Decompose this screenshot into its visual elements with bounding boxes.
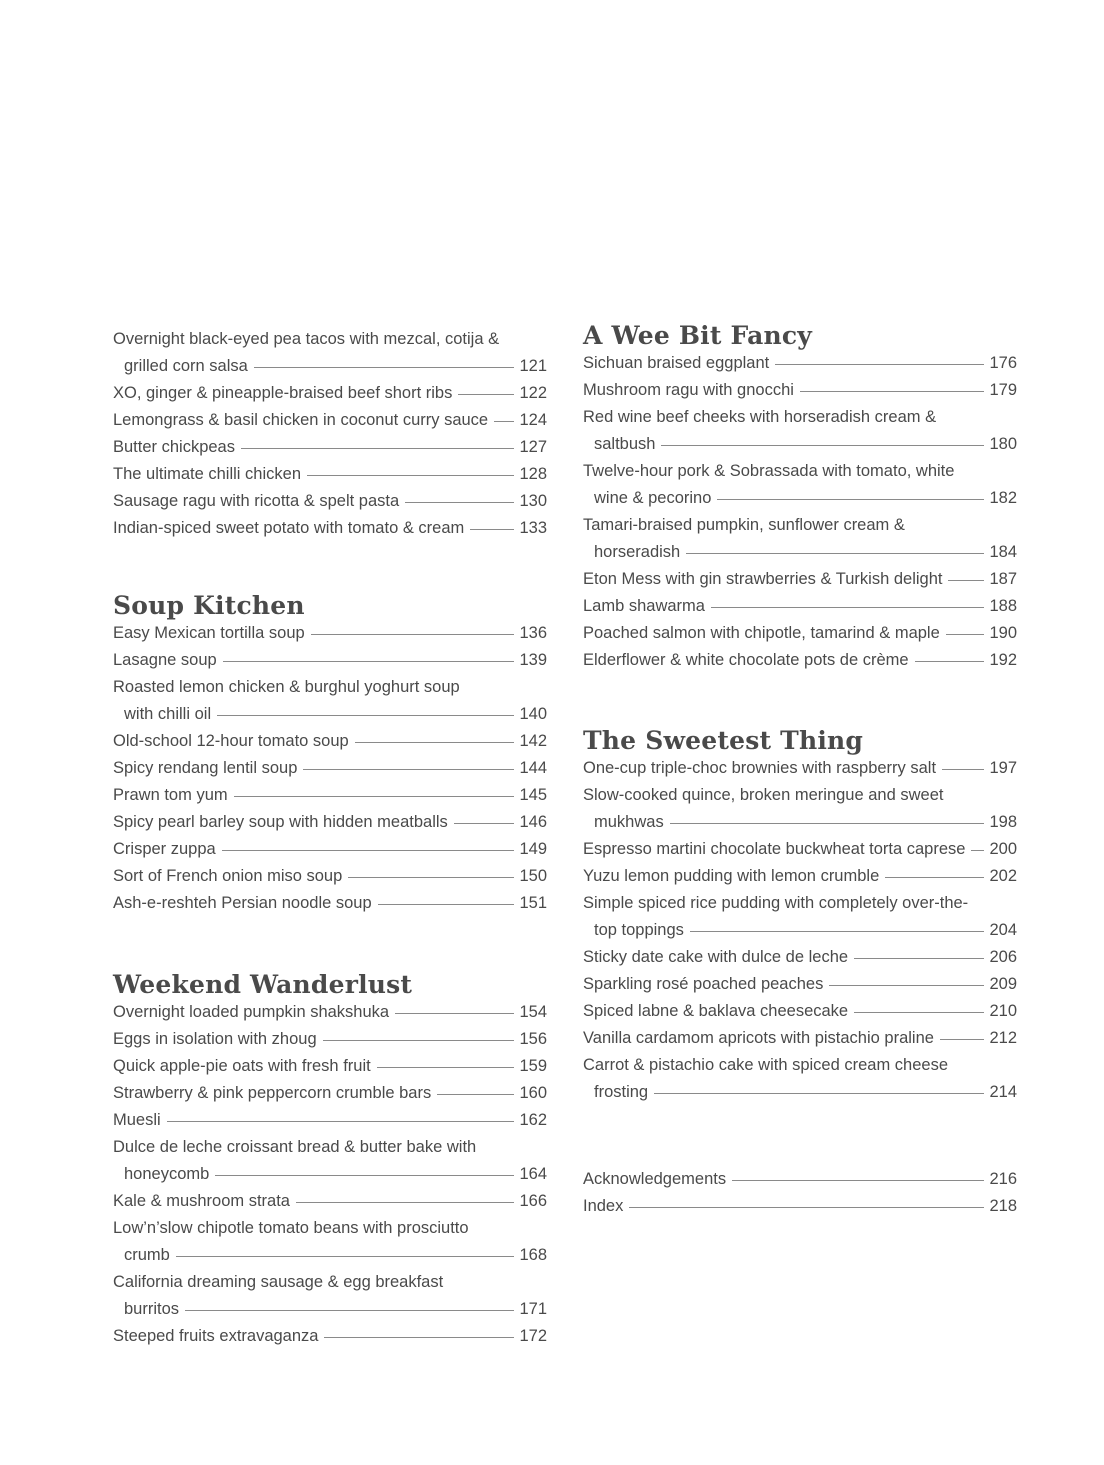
entry-title: Sichuan braised eggplant xyxy=(583,354,770,372)
toc-entry[interactable] xyxy=(113,1080,547,1107)
entry-title: Indian-spiced sweet potato with tomato & cream xyxy=(113,519,465,537)
toc-entry[interactable] xyxy=(583,998,1017,1025)
entry-title: Overnight black-eyed pea tacos with mezcal, cotija & xyxy=(113,330,500,348)
leader-line xyxy=(303,769,514,770)
entry-title: Prawn tom yum xyxy=(113,786,228,804)
page-number: 216 xyxy=(989,1170,1017,1188)
entry-title: Eggs in isolation with zhoug xyxy=(113,1030,317,1048)
toc-entry[interactable] xyxy=(113,647,547,674)
entry-title: Lamb shawarma xyxy=(583,597,705,615)
page-number: 164 xyxy=(519,1165,547,1183)
toc-entry[interactable] xyxy=(113,999,547,1026)
page-number: 150 xyxy=(519,867,547,885)
page-number: 144 xyxy=(519,759,547,777)
entry-title: Tamari-braised pumpkin, sunflower cream & xyxy=(583,516,905,534)
toc-entry[interactable] xyxy=(113,1188,547,1215)
toc-entry[interactable] xyxy=(583,1025,1017,1052)
page-number: 192 xyxy=(989,651,1017,669)
toc-entry[interactable] xyxy=(583,1166,1017,1193)
toc-entry[interactable] xyxy=(583,782,1017,836)
entry-title: Spicy rendang lentil soup xyxy=(113,759,298,777)
leader-line xyxy=(222,850,515,851)
entry-title: Vanilla cardamom apricots with pistachio praline xyxy=(583,1029,934,1047)
entry-title: One-cup triple-choc brownies with raspberry salt xyxy=(583,759,937,777)
entry-title: Quick apple-pie oats with fresh fruit xyxy=(113,1057,371,1075)
page-number: 180 xyxy=(989,435,1017,453)
page-number: 160 xyxy=(519,1084,547,1102)
toc-entry[interactable] xyxy=(583,755,1017,782)
leader-line xyxy=(885,877,984,878)
page-number: 127 xyxy=(519,438,547,456)
entry-title: Poached salmon with chipotle, tamarind & maple xyxy=(583,624,940,642)
page-number: 130 xyxy=(519,492,547,510)
leader-line xyxy=(942,769,984,770)
page-number: 172 xyxy=(519,1327,547,1345)
page-number: 145 xyxy=(519,786,547,804)
leader-line xyxy=(854,958,984,959)
leader-line xyxy=(829,985,984,986)
toc-entry[interactable] xyxy=(583,944,1017,971)
leader-line xyxy=(915,661,985,662)
entry-title: Roasted lemon chicken & burghul yoghurt soup xyxy=(113,678,460,696)
entry-title: saltbush xyxy=(594,435,656,453)
toc-entry[interactable] xyxy=(113,809,547,836)
entry-title: Sausage ragu with ricotta & spelt pasta xyxy=(113,492,400,510)
leader-line xyxy=(377,1067,515,1068)
toc-entry[interactable] xyxy=(113,782,547,809)
toc-entry[interactable] xyxy=(113,515,547,542)
leader-line xyxy=(254,367,515,368)
entry-title: Simple spiced rice pudding with completely over-the- xyxy=(583,894,969,912)
section-heading: Soup Kitchen xyxy=(113,591,305,620)
page-number: 200 xyxy=(989,840,1017,858)
entry-title: The ultimate chilli chicken xyxy=(113,465,301,483)
toc-entry[interactable] xyxy=(583,404,1017,458)
toc-entry[interactable] xyxy=(583,647,1017,674)
entry-title: frosting xyxy=(594,1083,649,1101)
entry-title: mukhwas xyxy=(594,813,664,831)
toc-entry[interactable] xyxy=(113,1215,547,1269)
leader-line xyxy=(458,394,514,395)
leader-line xyxy=(629,1207,984,1208)
entry-title: horseradish xyxy=(594,543,681,561)
leader-line xyxy=(355,742,515,743)
toc-entry[interactable] xyxy=(583,1193,1017,1220)
back-matter-section xyxy=(583,1166,1017,1220)
page-number: 159 xyxy=(519,1057,547,1075)
leader-line xyxy=(324,1337,514,1338)
leader-line xyxy=(215,1175,514,1176)
leader-line xyxy=(800,391,985,392)
toc-entry[interactable] xyxy=(113,674,547,728)
leader-line xyxy=(395,1013,514,1014)
section-heading: Weekend Wanderlust xyxy=(113,970,413,999)
entry-title: Easy Mexican tortilla soup xyxy=(113,624,305,642)
toc-entry[interactable] xyxy=(583,836,1017,863)
leader-line xyxy=(732,1180,984,1181)
leader-line xyxy=(661,445,984,446)
page-number: 212 xyxy=(989,1029,1017,1047)
page-number: 142 xyxy=(519,732,547,750)
leader-line xyxy=(405,502,514,503)
leader-line xyxy=(348,877,514,878)
entry-title: Lasagne soup xyxy=(113,651,217,669)
toc-entry[interactable] xyxy=(583,1052,1017,1106)
entry-title: California dreaming sausage & egg breakfast xyxy=(113,1273,444,1291)
toc-entry[interactable] xyxy=(113,836,547,863)
entry-title: Lemongrass & basil chicken in coconut curry sauce xyxy=(113,411,489,429)
page-number: 188 xyxy=(989,597,1017,615)
toc-entry[interactable] xyxy=(583,593,1017,620)
entry-title: Sparkling rosé poached peaches xyxy=(583,975,824,993)
leader-line xyxy=(717,499,984,500)
leader-line xyxy=(775,364,984,365)
toc-entry[interactable] xyxy=(113,1134,547,1188)
toc-entry[interactable] xyxy=(113,326,547,380)
entry-title: Strawberry & pink peppercorn crumble bars xyxy=(113,1084,432,1102)
weekend-wanderlust-section xyxy=(113,969,547,1350)
page-number: 136 xyxy=(519,624,547,642)
entry-title: Twelve-hour pork & Sobrassada with tomato, white xyxy=(583,462,955,480)
leader-line xyxy=(323,1040,515,1041)
leader-line xyxy=(470,529,514,530)
entry-title: with chilli oil xyxy=(124,705,212,723)
entry-title: Ash-e-reshteh Persian noodle soup xyxy=(113,894,372,912)
entry-title: burritos xyxy=(124,1300,180,1318)
toc-entry[interactable] xyxy=(583,350,1017,377)
toc-entry[interactable] xyxy=(583,458,1017,512)
page-number: 214 xyxy=(989,1083,1017,1101)
leader-line xyxy=(711,607,984,608)
page-number: 168 xyxy=(519,1246,547,1264)
entry-title: Spiced labne & baklava cheesecake xyxy=(583,1002,849,1020)
leader-line xyxy=(940,1039,985,1040)
leader-line xyxy=(948,580,984,581)
page-number: 124 xyxy=(519,411,547,429)
leader-line xyxy=(690,931,985,932)
entry-title: Index xyxy=(583,1197,624,1215)
entry-title: XO, ginger & pineapple-braised beef short ribs xyxy=(113,384,453,402)
entry-title: Acknowledgements xyxy=(583,1170,727,1188)
page-number: 182 xyxy=(989,489,1017,507)
toc-entry[interactable] xyxy=(113,890,547,917)
toc-entry[interactable] xyxy=(113,407,547,434)
toc-entry[interactable] xyxy=(583,377,1017,404)
toc-entry[interactable] xyxy=(583,863,1017,890)
entry-title: Sort of French onion miso soup xyxy=(113,867,343,885)
leader-line xyxy=(437,1094,514,1095)
leader-line xyxy=(454,823,515,824)
page-number: 204 xyxy=(989,921,1017,939)
entry-title: Yuzu lemon pudding with lemon crumble xyxy=(583,867,880,885)
page-number: 122 xyxy=(519,384,547,402)
section-heading: A Wee Bit Fancy xyxy=(583,321,813,350)
toc-entry[interactable] xyxy=(113,728,547,755)
page-number: 206 xyxy=(989,948,1017,966)
toc-entry[interactable] xyxy=(113,434,547,461)
leader-line xyxy=(378,904,515,905)
page-number: 202 xyxy=(989,867,1017,885)
entry-title: wine & pecorino xyxy=(594,489,712,507)
page-number: 133 xyxy=(519,519,547,537)
toc-entry[interactable] xyxy=(583,890,1017,944)
entry-title: Carrot & pistachio cake with spiced cream cheese xyxy=(583,1056,948,1074)
leader-line xyxy=(176,1256,515,1257)
entry-title: Overnight loaded pumpkin shakshuka xyxy=(113,1003,390,1021)
page-number: 156 xyxy=(519,1030,547,1048)
page-number: 146 xyxy=(519,813,547,831)
entry-title: Elderflower & white chocolate pots de crème xyxy=(583,651,909,669)
page-number: 121 xyxy=(519,357,547,375)
page-number: 162 xyxy=(519,1111,547,1129)
leader-line xyxy=(654,1093,984,1094)
leader-line xyxy=(854,1012,984,1013)
entry-title: Low’n’slow chipotle tomato beans with prosciutto xyxy=(113,1219,469,1237)
toc-entry[interactable] xyxy=(113,1053,547,1080)
entry-title: Mushroom ragu with gnocchi xyxy=(583,381,794,399)
toc-entry[interactable] xyxy=(583,566,1017,593)
page-number: 184 xyxy=(989,543,1017,561)
leader-line xyxy=(686,553,984,554)
page-number: 166 xyxy=(519,1192,547,1210)
page-number: 154 xyxy=(519,1003,547,1021)
entry-title: honeycomb xyxy=(124,1165,210,1183)
toc-entry[interactable] xyxy=(113,1323,547,1350)
toc-entry[interactable] xyxy=(113,461,547,488)
entry-title: crumb xyxy=(124,1246,170,1264)
leader-line xyxy=(946,634,985,635)
section-heading: The Sweetest Thing xyxy=(583,726,864,755)
toc-entry[interactable] xyxy=(113,620,547,647)
entry-title: grilled corn salsa xyxy=(124,357,248,375)
intro-section xyxy=(113,326,547,542)
leader-line xyxy=(185,1310,514,1311)
page-number: 128 xyxy=(519,465,547,483)
toc-entry[interactable] xyxy=(113,755,547,782)
leader-line xyxy=(167,1121,515,1122)
sweetest-thing-section xyxy=(583,725,1017,1106)
entry-title: top toppings xyxy=(594,921,684,939)
entry-title: Old-school 12-hour tomato soup xyxy=(113,732,349,750)
entry-title: Slow-cooked quince, broken meringue and sweet xyxy=(583,786,944,804)
entry-title: Butter chickpeas xyxy=(113,438,235,456)
toc-entry[interactable] xyxy=(583,512,1017,566)
page-number: 218 xyxy=(989,1197,1017,1215)
wee-bit-fancy-section xyxy=(583,320,1017,674)
toc-entry[interactable] xyxy=(113,863,547,890)
page-number: 171 xyxy=(519,1300,547,1318)
leader-line xyxy=(670,823,985,824)
entry-title: Muesli xyxy=(113,1111,161,1129)
page-number: 198 xyxy=(989,813,1017,831)
page-number: 140 xyxy=(519,705,547,723)
page-number: 151 xyxy=(519,894,547,912)
leader-line xyxy=(234,796,515,797)
soup-kitchen-section xyxy=(113,590,547,917)
toc-entry[interactable] xyxy=(113,380,547,407)
leader-line xyxy=(241,448,514,449)
page-number: 197 xyxy=(989,759,1017,777)
page-number: 176 xyxy=(989,354,1017,372)
page-number: 139 xyxy=(519,651,547,669)
toc-entry[interactable] xyxy=(113,1026,547,1053)
leader-line xyxy=(307,475,514,476)
leader-line xyxy=(296,1202,514,1203)
entry-title: Steeped fruits extravaganza xyxy=(113,1327,319,1345)
page-number: 187 xyxy=(989,570,1017,588)
entry-title: Eton Mess with gin strawberries & Turkish delight xyxy=(583,570,943,588)
page-number: 179 xyxy=(989,381,1017,399)
leader-line xyxy=(971,850,984,851)
entry-title: Crisper zuppa xyxy=(113,840,216,858)
toc-entry[interactable] xyxy=(113,1269,547,1323)
page-number: 209 xyxy=(989,975,1017,993)
entry-title: Red wine beef cheeks with horseradish cream & xyxy=(583,408,937,426)
toc-entry[interactable] xyxy=(583,620,1017,647)
toc-entry[interactable] xyxy=(113,488,547,515)
toc-entry[interactable] xyxy=(113,1107,547,1134)
entry-title: Sticky date cake with dulce de leche xyxy=(583,948,849,966)
leader-line xyxy=(311,634,515,635)
leader-line xyxy=(217,715,514,716)
entry-title: Dulce de leche croissant bread & butter bake with xyxy=(113,1138,477,1156)
entry-title: Spicy pearl barley soup with hidden meatballs xyxy=(113,813,448,831)
page-number: 190 xyxy=(989,624,1017,642)
entry-title: Espresso martini chocolate buckwheat torta caprese xyxy=(583,840,966,858)
page-number: 210 xyxy=(989,1002,1017,1020)
entry-title: Kale & mushroom strata xyxy=(113,1192,290,1210)
leader-line xyxy=(223,661,515,662)
page-number: 149 xyxy=(519,840,547,858)
toc-entry[interactable] xyxy=(583,971,1017,998)
leader-line xyxy=(494,421,514,422)
